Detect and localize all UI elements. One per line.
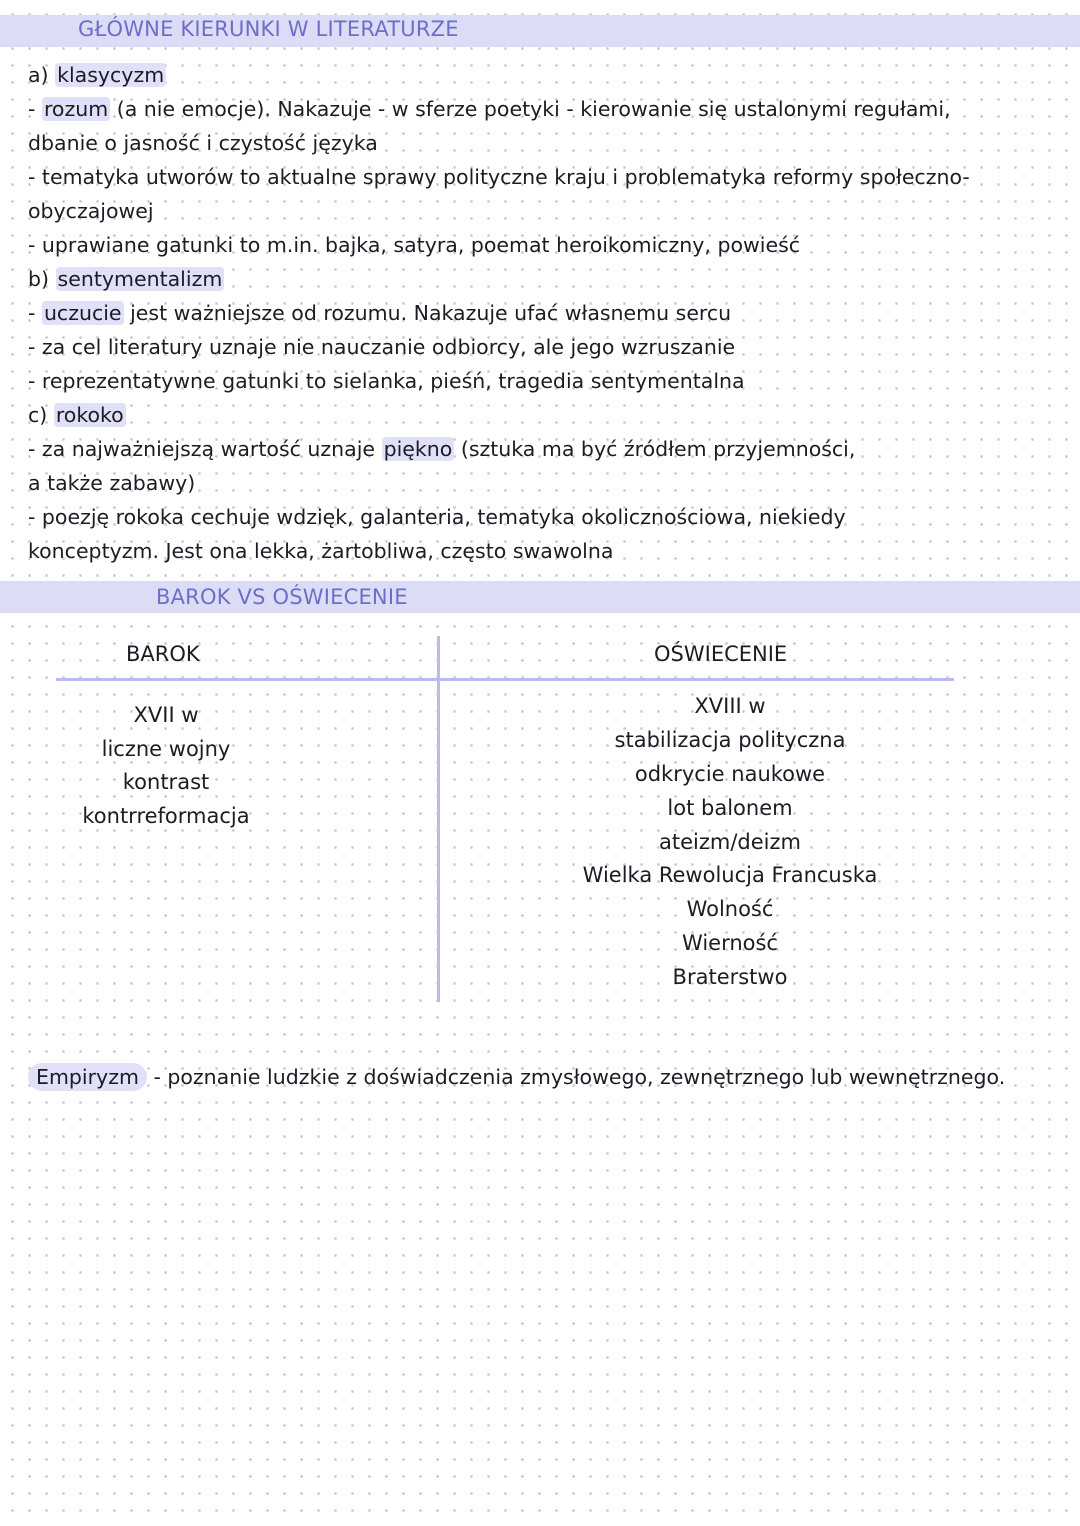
oswiecenie-item: Braterstwo — [672, 965, 788, 989]
heading-rokoko — [28, 401, 126, 429]
dash: - — [28, 97, 36, 121]
sentymentalizm-line-1-text: jest ważniejsze od rozumu. Nakazuje ufać własnemu sercu — [130, 301, 732, 325]
keyword-uczucie: uczucie — [43, 301, 122, 325]
term-klasycyzm: klasycyzm — [57, 63, 165, 87]
section-title-kierunki: GŁÓWNE KIERUNKI W LITERATURZE — [78, 17, 459, 41]
klasycyzm-line-1-text: (a nie emocje). Nakazuje - w sferze poetyki - kierowanie się ustalonymi regułami, — [116, 97, 951, 121]
oswiecenie-item: stabilizacja polityczna — [614, 728, 846, 752]
section-title-barok-vs-oswiecenie: BAROK VS OŚWIECENIE — [156, 585, 408, 609]
rokoko-line-2: a także zabawy) — [28, 471, 196, 495]
label-c: c) — [28, 403, 48, 427]
oswiecenie-item: odkrycie naukowe — [634, 762, 826, 786]
label-a: a) — [28, 63, 49, 87]
column-header-barok: BAROK — [126, 642, 200, 666]
empiryzm-text: - poznanie ludzkie z doświadczenia zmysłowego, zewnętrznego lub wewnętrznego. — [153, 1065, 1006, 1089]
oswiecenie-item: lot balonem — [667, 796, 793, 820]
klasycyzm-line-2: dbanie o jasność i czystość języka — [28, 131, 378, 155]
label-b: b) — [28, 267, 50, 291]
heading-klasycyzm — [28, 61, 166, 89]
heading-sentymentalizm — [28, 265, 224, 293]
oswiecenie-item: XVIII w — [694, 694, 766, 718]
oswiecenie-item: Wolność — [686, 897, 774, 921]
rokoko-line-3: - poezję rokoka cechuje wdzięk, galanteria, tematyka okolicznościowa, niekiedy — [28, 505, 846, 529]
klasycyzm-line-1 — [28, 95, 951, 123]
klasycyzm-line-3: - tematyka utworów to aktualne sprawy polityczne kraju i problematyka reformy społeczno- — [28, 165, 970, 189]
table-header-divider — [56, 678, 954, 681]
oswiecenie-item: Wielka Rewolucja Francuska — [582, 863, 878, 887]
dash: - — [28, 301, 36, 325]
term-sentymentalizm: sentymentalizm — [57, 267, 223, 291]
rokoko-line-1-pre: - za najważniejszą wartość uznaje — [28, 437, 376, 461]
barok-item: kontrast — [122, 770, 210, 794]
rokoko-line-4: konceptyzm. Jest ona lekka, żartobliwa, często swawolna — [28, 539, 614, 563]
sentymentalizm-line-2: - za cel literatury uznaje nie nauczanie odbiorcy, ale jego wzruszanie — [28, 335, 736, 359]
table-column-divider — [437, 636, 440, 1002]
term-empiryzm: Empiryzm — [28, 1063, 147, 1091]
oswiecenie-item: ateizm/deizm — [659, 830, 801, 854]
keyword-rozum: rozum — [43, 97, 109, 121]
keyword-piekno: piękno — [383, 437, 453, 461]
oswiecenie-item: Wierność — [682, 931, 778, 955]
klasycyzm-line-5: - uprawiane gatunki to m.in. bajka, satyra, poemat heroikomiczny, powieść — [28, 233, 801, 257]
barok-item: XVII w — [133, 703, 199, 727]
sentymentalizm-line-3: - reprezentatywne gatunki to sielanka, pieśń, tragedia sentymentalna — [28, 369, 745, 393]
klasycyzm-line-4: obyczajowej — [28, 199, 154, 223]
barok-item: liczne wojny — [101, 737, 231, 761]
column-header-oswiecenie: OŚWIECENIE — [654, 642, 788, 666]
term-rokoko: rokoko — [55, 403, 124, 427]
rokoko-line-1-text: (sztuka ma być źródłem przyjemności, — [460, 437, 856, 461]
barok-item: kontrreformacja — [82, 804, 250, 828]
rokoko-line-1 — [28, 435, 855, 463]
empiryzm-definition — [28, 1062, 1005, 1092]
sentymentalizm-line-1 — [28, 299, 731, 327]
